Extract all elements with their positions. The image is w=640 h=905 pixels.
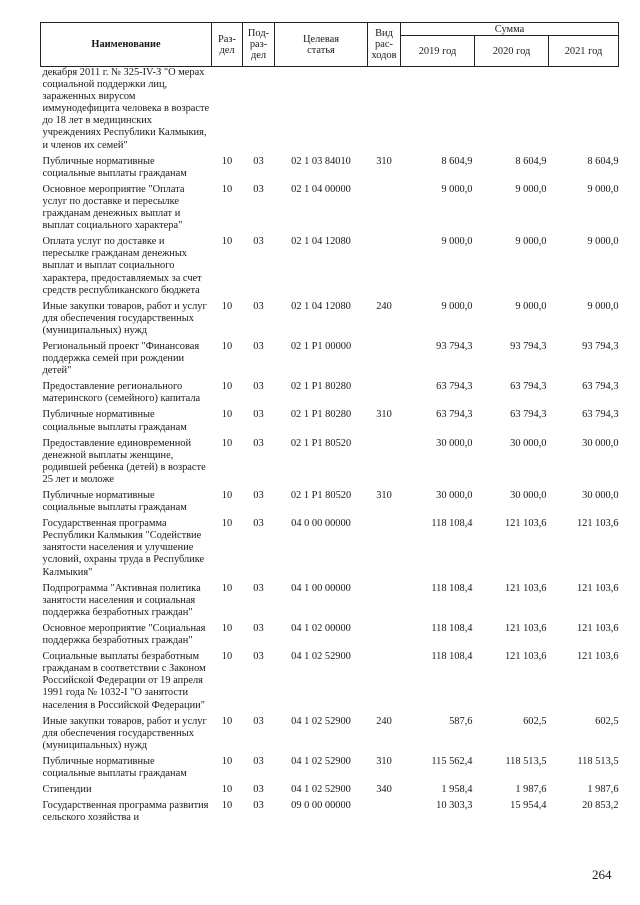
table-row [41,236,619,300]
row-name: Основное мероприятие "Социальная поддержка безработных граждан" [42,622,206,647]
row-sum-2020: 63 794,3 [510,381,547,393]
row-tselevaya-statya: 02 1 04 00000 [291,183,351,195]
row-sum-2021: 20 853,2 [582,800,619,812]
row-razdel: 10 [221,582,233,594]
row-razdel: 10 [221,236,233,248]
row-vid-raskhodov [368,583,401,623]
table-header [41,23,619,67]
row-sum-2020: 63 794,3 [510,409,547,421]
table-row [41,518,619,582]
row-vid-raskhodov: 310 [376,409,392,421]
row-sum-2019: 118 108,4 [431,582,473,594]
row-sum-2019: 93 794,3 [436,340,473,352]
row-podrazdel: 03 [253,490,264,501]
table-row [41,381,619,409]
row-vid-raskhodov: 240 [376,715,392,727]
row-sum-2021: 121 103,6 [576,651,619,663]
row-podrazdel: 03 [253,236,264,248]
row-tselevaya-statya: 02 1 04 12080 [291,300,351,312]
row-vid-raskhodov: 240 [376,300,392,312]
header-razdel [212,23,243,67]
header-year-2019: 2019 год [401,36,475,67]
row-sum-2021: 9 000,0 [587,183,619,195]
header-podrazdel [243,23,275,67]
row-razdel: 10 [221,490,233,501]
row-name: Публичные нормативные социальные выплаты гражданам [42,490,187,514]
row-podrazdel: 03 [253,183,264,195]
row-sum-2021: 121 103,6 [576,582,619,594]
row-sum-2020: 9 000,0 [515,236,547,248]
row-tselevaya-statya: 04 1 02 52900 [291,755,351,767]
row-sum-2020: 1 987,6 [515,784,547,796]
row-name: Публичные нормативные социальные выплаты гражданам [42,155,187,179]
row-podrazdel: 03 [253,409,264,421]
row-razdel: 10 [221,800,233,812]
row-sum-2021: 9 000,0 [587,300,619,312]
row-name: Государственная программа Республики Калмыкия "Содействие занятости населения и улучшение условий, охраны труда в Республике Калмыкия" [42,518,205,578]
header-tselevaya [275,23,368,67]
row-name: декабря 2011 г. № 325-IV-З "О мерах социальной поддержки лиц, зараженных вирусом иммунодефицита человека в возрасте до 18 лет в медицинских учреждениях Республики Калмыкия, и членов их семей" [42,67,210,151]
table-row [41,623,619,651]
row-sum-2021: 8 604,9 [587,155,619,167]
row-tselevaya-statya: 04 1 02 00000 [291,622,351,634]
row-tselevaya-statya: 04 1 02 52900 [291,715,351,727]
header-summa: Сумма [401,23,619,36]
row-sum-2021: 118 513,5 [577,755,619,767]
table-row [41,800,619,828]
row-vid-raskhodov [368,341,401,381]
row-razdel: 10 [221,437,233,449]
row-podrazdel: 03 [253,651,264,663]
row-sum-2021: 121 103,6 [576,622,619,634]
row-tselevaya-statya: 04 0 00 00000 [291,518,351,530]
row-tselevaya-statya: 09 0 00 00000 [291,800,351,812]
row-sum-2019: 10 303,3 [436,800,473,812]
row-razdel: 10 [221,651,233,663]
header-name: Наименование [41,23,212,67]
row-name: Оплата услуг по доставке и пересылке гражданам денежных выплат и выплат социального характера, предоставляемых за счет средств республиканского бюджета [42,236,202,296]
table-body [41,67,619,829]
row-razdel [212,67,243,156]
row-tselevaya-statya: 02 1 P1 80520 [290,490,352,501]
row-vid-raskhodov [368,381,401,409]
row-sum-2020: 121 103,6 [504,622,547,634]
row-sum-2019: 9 000,0 [441,300,473,312]
row-name: Публичные нормативные социальные выплаты гражданам [42,409,187,433]
row-vid-raskhodov [368,67,401,156]
header-vid [368,23,401,67]
row-sum-2019: 9 000,0 [441,236,473,248]
table-row [41,583,619,623]
table-row [41,716,619,756]
row-sum-2020: 602,5 [523,715,547,727]
table-row [41,756,619,784]
row-razdel: 10 [221,155,233,167]
row-tselevaya-statya: 02 1 P1 00000 [290,340,352,352]
row-tselevaya-statya: 02 1 P1 80520 [290,437,352,449]
row-podrazdel: 03 [253,755,264,767]
row-sum-2019: 9 000,0 [441,183,473,195]
row-vid-raskhodov [368,800,401,828]
row-name: Подпрограмма "Активная политика занятости населения и социальная поддержка безработных граждан" [42,582,201,618]
row-sum-2020: 93 794,3 [510,340,547,352]
row-sum-2021: 30 000,0 [582,490,619,501]
row-name: Предоставление единовременной денежной выплаты женщине, родившей ребенка (детей) в возрасте 25 лет и моложе [42,437,206,485]
row-sum-2020: 118 513,5 [505,755,547,767]
row-sum-2019 [401,67,475,156]
row-name: Социальные выплаты безработным гражданам в соответствии с Законом Российской Федерации от 19 апреля 1991 года № 1032-I "О занятости населения в Российской Федерации" [42,651,206,711]
row-name: Иные закупки товаров, работ и услуг для обеспечения государственных (муниципальных) нужд [42,300,207,336]
row-podrazdel: 03 [253,715,264,727]
row-name: Публичные нормативные социальные выплаты гражданам [42,755,187,779]
table-row [41,784,619,800]
page-number: 264 [592,867,612,882]
row-podrazdel: 03 [253,582,264,594]
row-sum-2021: 63 794,3 [582,381,619,393]
row-tselevaya-statya: 02 1 P1 80280 [290,409,352,421]
row-tselevaya-statya: 02 1 03 84010 [291,155,351,167]
row-name: Региональный проект "Финансовая поддержка семей при рождении детей" [42,340,200,377]
row-vid-raskhodov: 310 [376,155,392,167]
row-sum-2020: 30 000,0 [510,437,547,449]
row-sum-2019: 30 000,0 [436,490,473,501]
row-tselevaya-statya: 02 1 P1 80280 [290,381,352,393]
row-sum-2021: 30 000,0 [582,437,619,449]
header-year-2020: 2020 год [475,36,549,67]
row-sum-2020: 121 103,6 [504,582,547,594]
row-sum-2020: 121 103,6 [504,651,547,663]
row-vid-raskhodov [368,236,401,300]
row-vid-raskhodov [368,184,401,236]
row-razdel: 10 [221,340,233,352]
row-razdel: 10 [221,622,233,634]
row-name: Государственная программа развития сельского хозяйства и [42,800,209,824]
row-vid-raskhodov: 310 [376,490,392,501]
row-sum-2020: 9 000,0 [515,183,547,195]
table-row [41,156,619,184]
row-razdel: 10 [221,715,233,727]
row-sum-2019: 115 562,4 [431,755,473,767]
row-vid-raskhodov: 310 [376,755,392,767]
row-sum-2019: 63 794,3 [436,409,473,421]
table-row [41,67,619,156]
row-podrazdel: 03 [253,340,264,352]
row-tselevaya-statya: 04 1 02 52900 [291,651,351,663]
row-sum-2019: 118 108,4 [431,651,473,663]
row-tselevaya-statya [275,67,368,156]
row-tselevaya-statya: 04 1 00 00000 [291,582,351,594]
row-vid-raskhodov [368,651,401,715]
row-razdel: 10 [221,183,233,195]
row-sum-2019: 587,6 [449,715,473,727]
row-sum-2020 [475,67,549,156]
row-sum-2019: 63 794,3 [436,381,473,393]
table-row [41,341,619,381]
row-razdel: 10 [221,381,233,393]
row-podrazdel: 03 [253,437,264,449]
row-sum-2021: 121 103,6 [576,518,619,530]
row-podrazdel: 03 [253,800,264,812]
row-razdel: 10 [221,784,233,796]
row-sum-2020: 15 954,4 [510,800,547,812]
row-razdel: 10 [221,409,233,421]
row-sum-2021 [549,67,619,156]
header-razdel-label: Раз- дел [218,33,236,56]
row-podrazdel: 03 [253,300,264,312]
table-row [41,184,619,236]
table-row [41,301,619,341]
row-vid-raskhodov [368,623,401,651]
row-vid-raskhodov [368,438,401,490]
row-name: Стипендии [42,784,92,796]
header-year-2021: 2021 год [549,36,619,67]
table-row [41,490,619,518]
row-sum-2019: 30 000,0 [436,437,473,449]
budget-table [40,22,619,828]
row-tselevaya-statya: 02 1 04 12080 [291,236,351,248]
header-vid-label: Вид рас- ходов [371,28,397,61]
row-tselevaya-statya: 04 1 02 52900 [291,784,351,796]
row-razdel: 10 [221,755,233,767]
row-name: Основное мероприятие "Оплата услуг по доставке и пересылке гражданам денежных выплат и выплат социального характера" [42,183,185,232]
row-sum-2021: 63 794,3 [582,409,619,421]
row-sum-2021: 9 000,0 [587,236,619,248]
row-podrazdel [243,67,275,156]
table-row [41,438,619,490]
row-sum-2020: 121 103,6 [504,518,547,530]
table-row [41,651,619,715]
row-sum-2019: 118 108,4 [431,622,473,634]
row-name: Иные закупки товаров, работ и услуг для обеспечения государственных (муниципальных) нужд [42,715,207,751]
row-sum-2020: 8 604,9 [515,155,547,167]
row-sum-2020: 9 000,0 [515,300,547,312]
table-row [41,409,619,437]
row-razdel: 10 [221,518,233,530]
row-sum-2021: 602,5 [595,715,619,727]
row-name: Предоставление регионального материнского (семейного) капитала [42,381,201,405]
row-podrazdel: 03 [253,518,264,530]
row-razdel: 10 [221,300,233,312]
row-podrazdel: 03 [253,155,264,167]
row-podrazdel: 03 [253,784,264,796]
row-sum-2021: 93 794,3 [582,340,619,352]
row-sum-2020: 30 000,0 [510,490,547,501]
row-vid-raskhodov: 340 [376,784,392,796]
header-tselevaya-label: Целевая статья [302,33,340,56]
row-sum-2019: 118 108,4 [431,518,473,530]
header-podrazdel-label: Под- раз- дел [247,28,270,61]
row-vid-raskhodov [368,518,401,582]
row-sum-2019: 1 958,4 [441,784,473,796]
row-sum-2021: 1 987,6 [587,784,619,796]
row-podrazdel: 03 [253,381,264,393]
row-podrazdel: 03 [253,622,264,634]
row-sum-2019: 8 604,9 [441,155,473,167]
